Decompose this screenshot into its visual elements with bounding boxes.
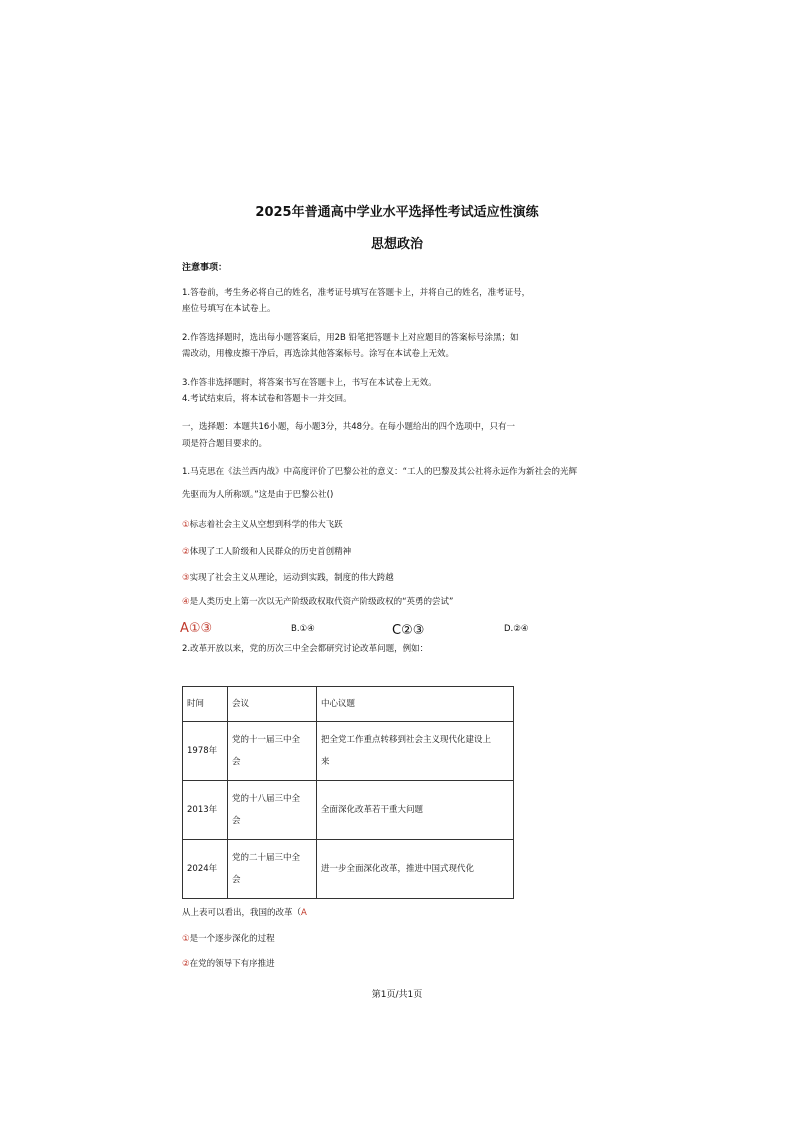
q2-item-2-num: ②	[182, 959, 190, 969]
q1-option-d: D.②④	[504, 624, 529, 634]
section-instructions-line-2: 项是符合题目要求的。	[182, 439, 268, 449]
header-topic: 中心议题	[317, 687, 514, 722]
cell-topic-line: 把全党工作重点转移到社会主义现代化建设上	[321, 735, 492, 745]
q1-option-c: C②③	[392, 623, 425, 638]
cell-meeting	[228, 781, 317, 840]
cell-meeting-line: 党的二十届三中全	[232, 853, 301, 863]
header-time: 时间	[183, 687, 228, 722]
page-footer: 第1页/共1页	[371, 990, 423, 1000]
notice-item-2-line-2: 需改动，用橡皮擦干净后，再选涂其他答案标号。涂写在本试卷上无效。	[182, 349, 455, 359]
q1-item-1-text: 标志着社会主义从空想到科学的伟大飞跃	[189, 520, 343, 530]
exam-subject: 思想政治	[370, 237, 423, 252]
q2-stem: 2.改革开放以来，党的历次三中全会都研究讨论改革问题，例如：	[182, 644, 429, 654]
cell-meeting-line: 会	[232, 757, 241, 767]
cell-meeting-line: 党的十八届三中全	[232, 794, 301, 804]
q1-option-a: A①③	[180, 621, 213, 636]
cell-year: 1978年	[183, 722, 228, 781]
q2-item-2	[182, 958, 275, 970]
table-row	[183, 840, 514, 899]
cell-topic	[317, 722, 514, 781]
notice-item-3: 3.作答非选择题时，将答案书写在答题卡上，书写在本试卷上无效。	[182, 378, 437, 388]
q1-item-2	[182, 546, 351, 558]
notice-item-1-line-2: 座位号填写在本试卷上。	[182, 304, 276, 314]
notice-heading: 注意事项：	[182, 263, 228, 273]
q2-followup-text: 从上表可以看出，我国的改革（	[182, 908, 302, 918]
q1-item-2-num: ②	[182, 547, 190, 557]
q1-item-3-text: 实现了社会主义从理论，运动到实践，制度的伟大跨越	[189, 573, 394, 583]
cell-topic: 全面深化改革若干重大问题	[317, 781, 514, 840]
table-row	[183, 781, 514, 840]
q1-item-4-num: ④	[182, 597, 190, 607]
cell-meeting	[228, 722, 317, 781]
notice-item-4: 4.考试结束后，将本试卷和答题卡一并交回。	[182, 394, 352, 404]
q2-item-1	[182, 933, 275, 945]
cell-year: 2013年	[183, 781, 228, 840]
q2-followup	[182, 907, 307, 919]
notice-item-2-line-1: 2.作答选择题时，选出每小题答案后，用2B 铅笔把答题卡上对应题目的答案标号涂黑；如	[182, 333, 519, 343]
cell-meeting	[228, 840, 317, 899]
q1-item-2-text: 体现了工人阶级和人民群众的历史首创精神	[189, 547, 352, 557]
q1-item-4-text: 是人类历史上第一次以无产阶级政权取代资产阶级政权的“英勇的尝试”	[189, 597, 454, 607]
cell-meeting-line: 会	[232, 816, 241, 826]
cell-meeting-line: 会	[232, 875, 241, 885]
notice-item-1-line-1: 1.答卷前，考生务必将自己的姓名，准考证号填写在答题卡上，并将自己的姓名，准考证号，	[182, 288, 531, 298]
q1-stem-line-1: 1.马克思在《法兰西内战》中高度评价了巴黎公社的意义：“工人的巴黎及其公社将永远作为新社会的光辉	[182, 467, 578, 477]
table-row	[183, 722, 514, 781]
q1-item-1	[182, 519, 343, 531]
q2-item-2-text: 在党的领导下有序推进	[189, 959, 275, 969]
cell-topic: 进一步全面深化改革，推进中国式现代化	[317, 840, 514, 899]
q2-item-1-num: ①	[182, 934, 190, 944]
q2-answer-mark: A	[301, 908, 307, 918]
q1-item-3-num: ③	[182, 573, 190, 583]
q1-stem-line-2: 先驱而为人所称颂。”这是由于巴黎公社()	[182, 490, 334, 500]
q1-item-3	[182, 572, 394, 584]
q1-item-1-num: ①	[182, 520, 190, 530]
cell-meeting-line: 党的十一届三中全	[232, 735, 301, 745]
section-instructions-line-1: 一，选择题：本题共16小题，每小题3分，共48分。在每小题给出的四个选项中，只有一	[182, 422, 516, 432]
header-meeting: 会议	[228, 687, 317, 722]
q1-item-4	[182, 596, 453, 608]
cell-year: 2024年	[183, 840, 228, 899]
cell-topic-line: 来	[321, 757, 330, 767]
reform-meetings-table	[182, 686, 514, 899]
q2-item-1-text: 是一个逐步深化的过程	[189, 934, 275, 944]
exam-title: 2025年普通高中学业水平选择性考试适应性演练	[255, 205, 539, 220]
table-header-row	[183, 687, 514, 722]
q1-option-b: B.①④	[291, 624, 315, 634]
